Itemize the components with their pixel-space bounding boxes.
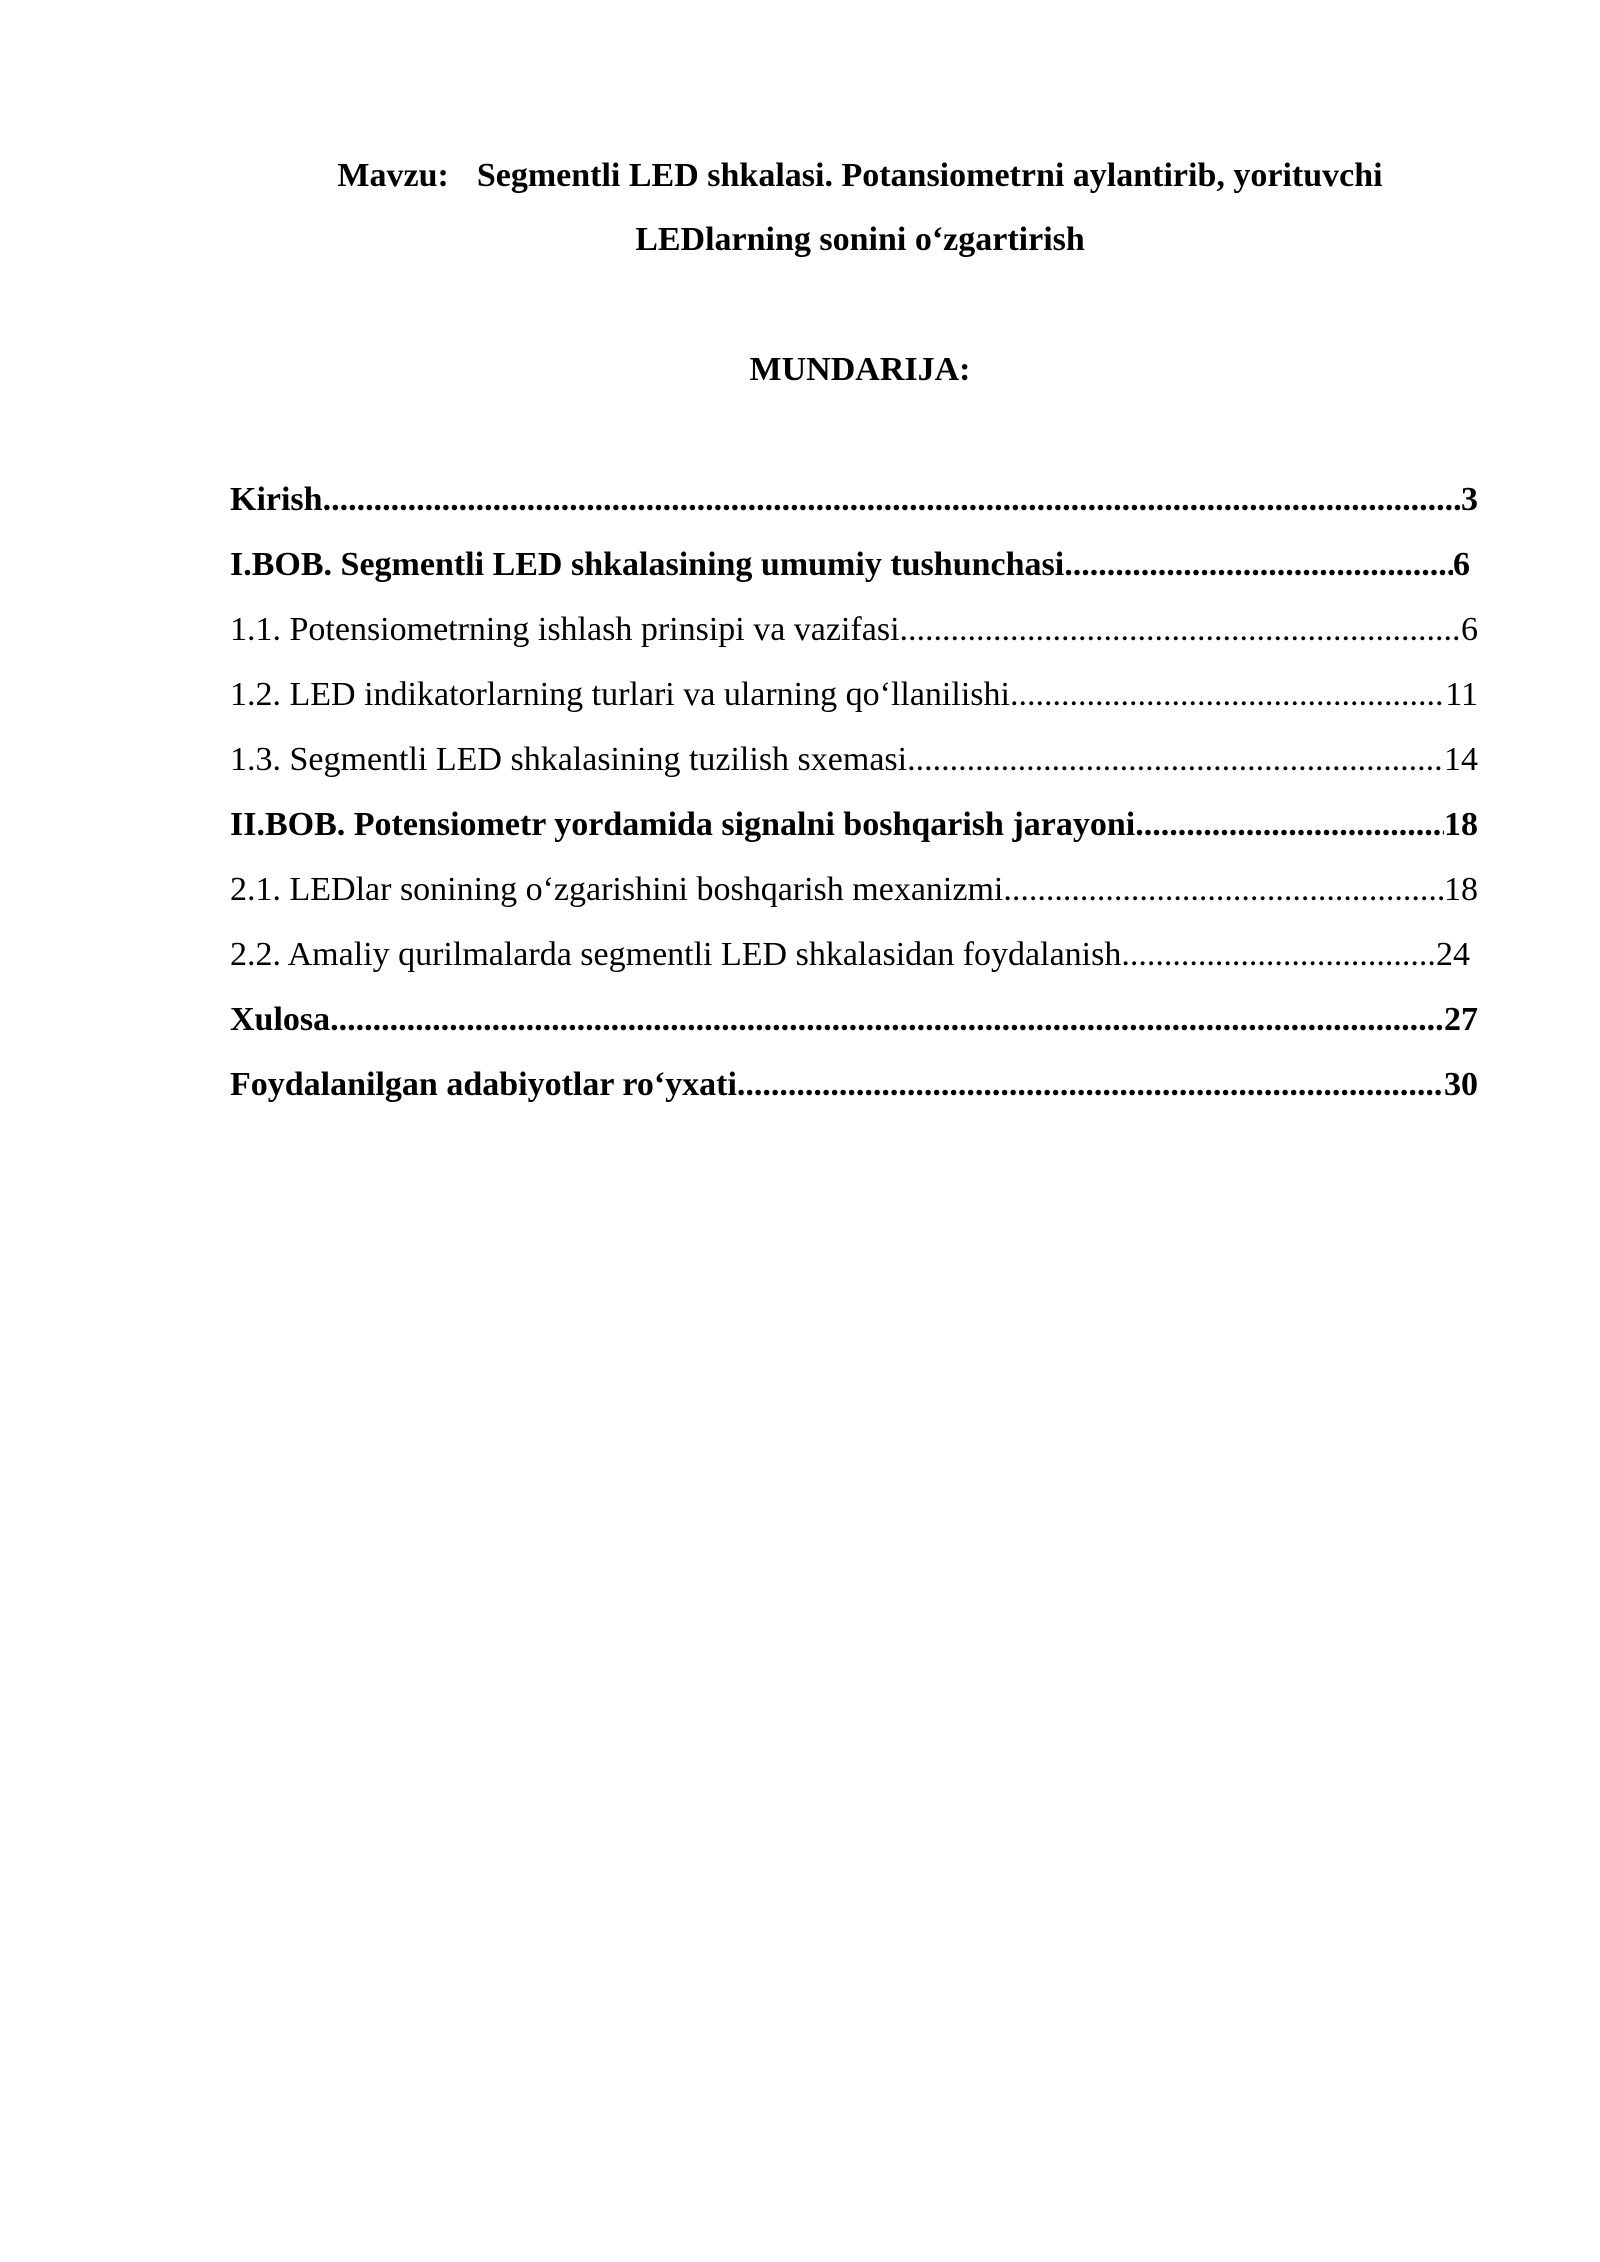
toc-entry[interactable] — [230, 1063, 1478, 1107]
toc-dot-leader — [323, 478, 1461, 522]
toc-dot-leader — [1121, 933, 1436, 977]
title-text-line-2: LEDlarning sonini o‘zgartirish — [635, 221, 1085, 258]
toc-entry[interactable] — [230, 738, 1478, 782]
toc-entry-page-number: 18 — [1444, 806, 1478, 843]
toc-dot-leader — [737, 1063, 1444, 1107]
toc-entry-page-number: 11 — [1445, 676, 1478, 713]
toc-entry-label: 2.2. Amaliy qurilmalarda segmentli LED shkalasidan foydalanish — [230, 936, 1122, 973]
toc-entry[interactable] — [230, 868, 1478, 912]
toc-entry[interactable] — [230, 803, 1478, 847]
toc-dot-leader — [900, 608, 1461, 652]
toc-entry[interactable] — [230, 608, 1478, 652]
toc-entry[interactable] — [230, 543, 1470, 587]
toc-entry[interactable] — [230, 673, 1478, 717]
toc-heading: MUNDARIJA: — [749, 351, 971, 388]
toc-entry-page-number: 3 — [1461, 481, 1478, 518]
toc-entry-label: Foydalanilgan adabiyotlar ro‘yxati — [230, 1066, 737, 1103]
toc-dot-leader — [1003, 868, 1444, 912]
toc-dot-leader — [1010, 673, 1445, 717]
toc-entry-label: Xulosa — [230, 1001, 331, 1038]
document-title-line-2 — [230, 220, 1490, 260]
toc-dot-leader — [1064, 543, 1453, 587]
title-prefix: Mavzu: — [337, 157, 449, 194]
toc-entry-page-number: 6 — [1461, 611, 1478, 648]
toc-entry-label: 1.3. Segmentli LED shkalasining tuzilish sxemasi — [230, 741, 908, 778]
toc-dot-leader — [1135, 803, 1444, 847]
toc-entry-page-number: 14 — [1444, 741, 1478, 778]
toc-entry-page-number: 6 — [1453, 546, 1470, 583]
toc-entry-label: I.BOB. Segmentli LED shkalasining umumiy tushunchasi — [230, 546, 1065, 583]
toc-entry[interactable] — [230, 998, 1478, 1042]
toc-entry-label: II.BOB. Potensiometr yordamida signalni boshqarish jarayoni — [230, 806, 1136, 843]
toc-entry-page-number: 24 — [1436, 936, 1470, 973]
toc-entry-page-number: 27 — [1444, 1001, 1478, 1038]
toc-entry-label: 1.1. Potensiometrning ishlash prinsipi va vazifasi — [230, 611, 900, 648]
toc-entry-label: 1.2. LED indikatorlarning turlari va ularning qo‘llanilishi — [230, 676, 1010, 713]
toc-dot-leader — [330, 998, 1444, 1042]
document-title-line-1 — [230, 156, 1490, 196]
toc-entry[interactable] — [230, 933, 1470, 977]
toc-entry-label: Kirish — [230, 481, 323, 518]
toc-dot-leader — [907, 738, 1444, 782]
toc-entry-page-number: 30 — [1444, 1066, 1478, 1103]
title-text-line-1: Segmentli LED shkalasi. Potansiometrni aylantirib, yorituvchi — [476, 157, 1383, 194]
toc-entry[interactable] — [230, 478, 1478, 522]
toc-entry-page-number: 18 — [1444, 871, 1478, 908]
toc-entry-label: 2.1. LEDlar sonining o‘zgarishini boshqarish mexanizmi — [230, 871, 1004, 908]
